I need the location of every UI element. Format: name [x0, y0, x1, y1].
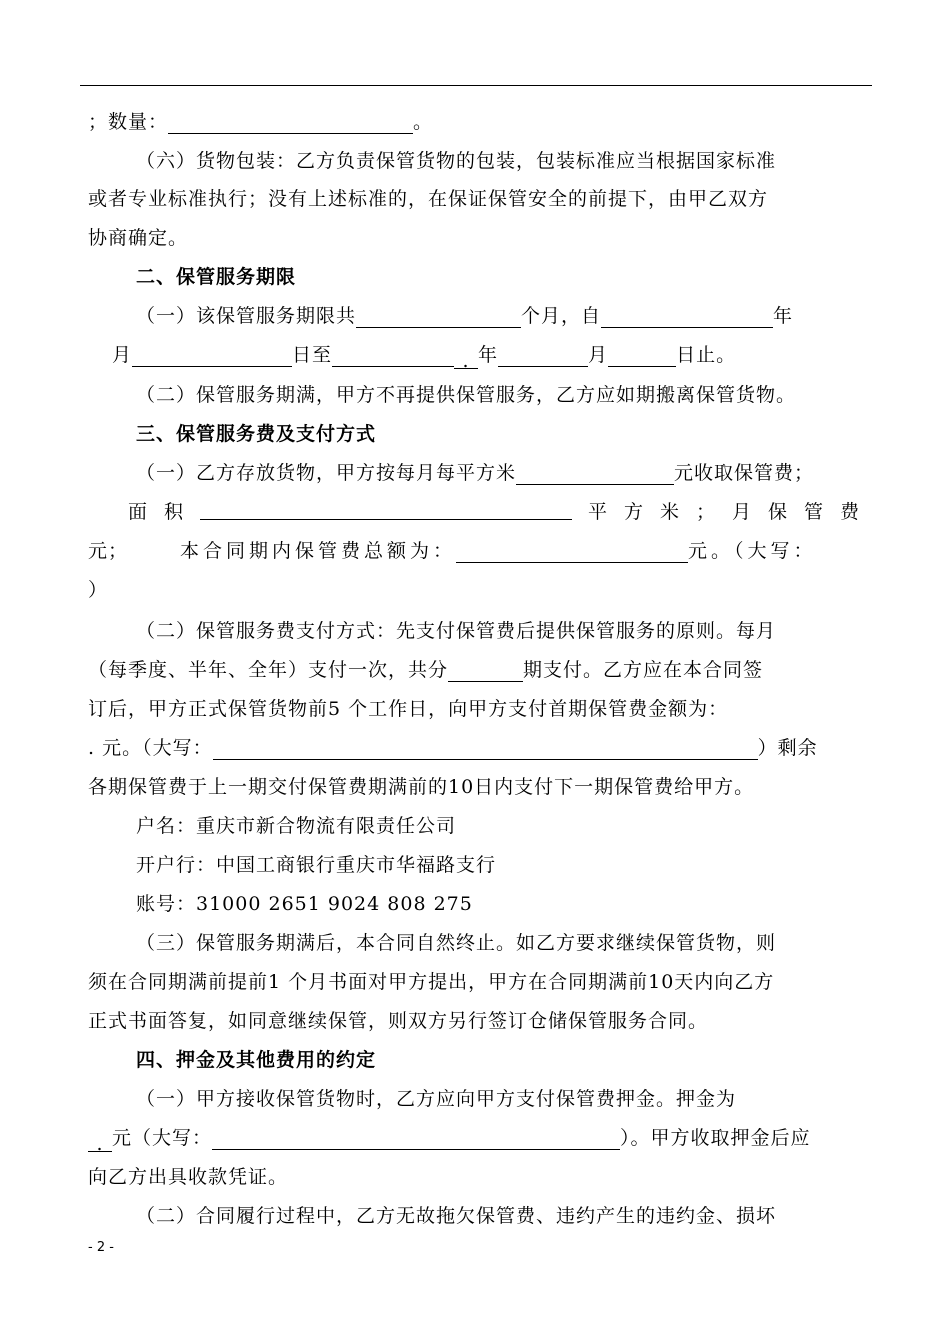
installments-blank [448, 655, 523, 682]
text-line: 月 日至 . 年 月 日止。 [88, 336, 870, 374]
text-line: （二）合同履行过程中，乙方无故拖欠保管费、违约产生的违约金、损坏 [136, 1205, 777, 1227]
unit-price-blank [516, 458, 674, 485]
text-line: （六）货物包装：乙方负责保管货物的包装，包装标准应当根据国家标准 [136, 150, 777, 172]
section-heading-3: 三、保管服务费及支付方式 [136, 423, 377, 445]
text-line: 订后，甲方正式保管货物前5 个工作日，向甲方支付首期保管费金额为： [88, 698, 729, 720]
text-line: . 元。（大写： ）剩余 [88, 729, 870, 767]
end-month-blank [498, 340, 588, 367]
section-heading-2: 二、保管服务期限 [136, 266, 297, 288]
text-line: ；数量： 。 [88, 103, 870, 141]
header-rule [80, 85, 872, 86]
text-line: 元； 本合同期内保管费总额为： 元。（大写： [88, 532, 870, 570]
quantity-blank [168, 107, 413, 134]
total-fee-blank [456, 536, 688, 563]
end-blank [332, 340, 454, 367]
text-line: （二）保管服务期满，甲方不再提供保管服务，乙方应如期搬离保管货物。 [136, 384, 797, 406]
text-line: 面 积 平 方 米 ； 月 保 管 费 [88, 493, 870, 531]
page-number: - 2 - [88, 1240, 114, 1255]
text-line: . 元（大写： ）。甲方收取押金后应 [88, 1119, 870, 1157]
text-line: （一）乙方存放货物，甲方按每月每平方米 元收取保管费； [88, 454, 870, 492]
text-line: （每季度、半年、全年）支付一次，共分 期支付。乙方应在本合同签 [88, 651, 870, 689]
text-line: 各期保管费于上一期交付保管费期满前的10日内支付下一期保管费给甲方。 [88, 776, 755, 798]
account-number: 账号：31000 2651 9024 808 275 [136, 893, 473, 915]
text-line: （三）保管服务期满后，本合同自然终止。如乙方要求继续保管货物，则 [136, 932, 777, 954]
text-line: 须在合同期满前提前1 个月书面对甲方提出，甲方在合同期满前10天内向乙方 [88, 971, 775, 993]
text-line: （一）甲方接收保管货物时，乙方应向甲方支付保管费押金。押金为 [136, 1088, 737, 1110]
months-blank [356, 301, 521, 328]
bank-name: 开户行：中国工商银行重庆市华福路支行 [136, 854, 497, 876]
start-day-blank [132, 340, 292, 367]
text-line: 正式书面答复，如同意继续保管，则双方另行签订仓储保管服务合同。 [88, 1010, 709, 1032]
text-line: ） [88, 579, 109, 601]
text-line: 向乙方出具收款凭证。 [88, 1166, 289, 1188]
area-blank [200, 493, 572, 520]
end-day-blank [608, 340, 676, 367]
account-name: 户名：重庆市新合物流有限责任公司 [136, 815, 457, 837]
first-payment-words-blank [213, 733, 758, 760]
text-line: 或者专业标准执行；没有上述标准的，在保证保管安全的前提下，由甲乙双方 [88, 188, 769, 210]
section-heading-4: 四、押金及其他费用的约定 [136, 1049, 377, 1071]
start-year-blank [601, 301, 773, 328]
deposit-words-blank [212, 1123, 620, 1150]
text-line: （一）该保管服务期限共 个月，自 年 [88, 297, 870, 335]
text-line: （二）保管服务费支付方式：先支付保管费后提供保管服务的原则。每月 [136, 620, 777, 642]
text-line: 协商确定。 [88, 227, 189, 249]
